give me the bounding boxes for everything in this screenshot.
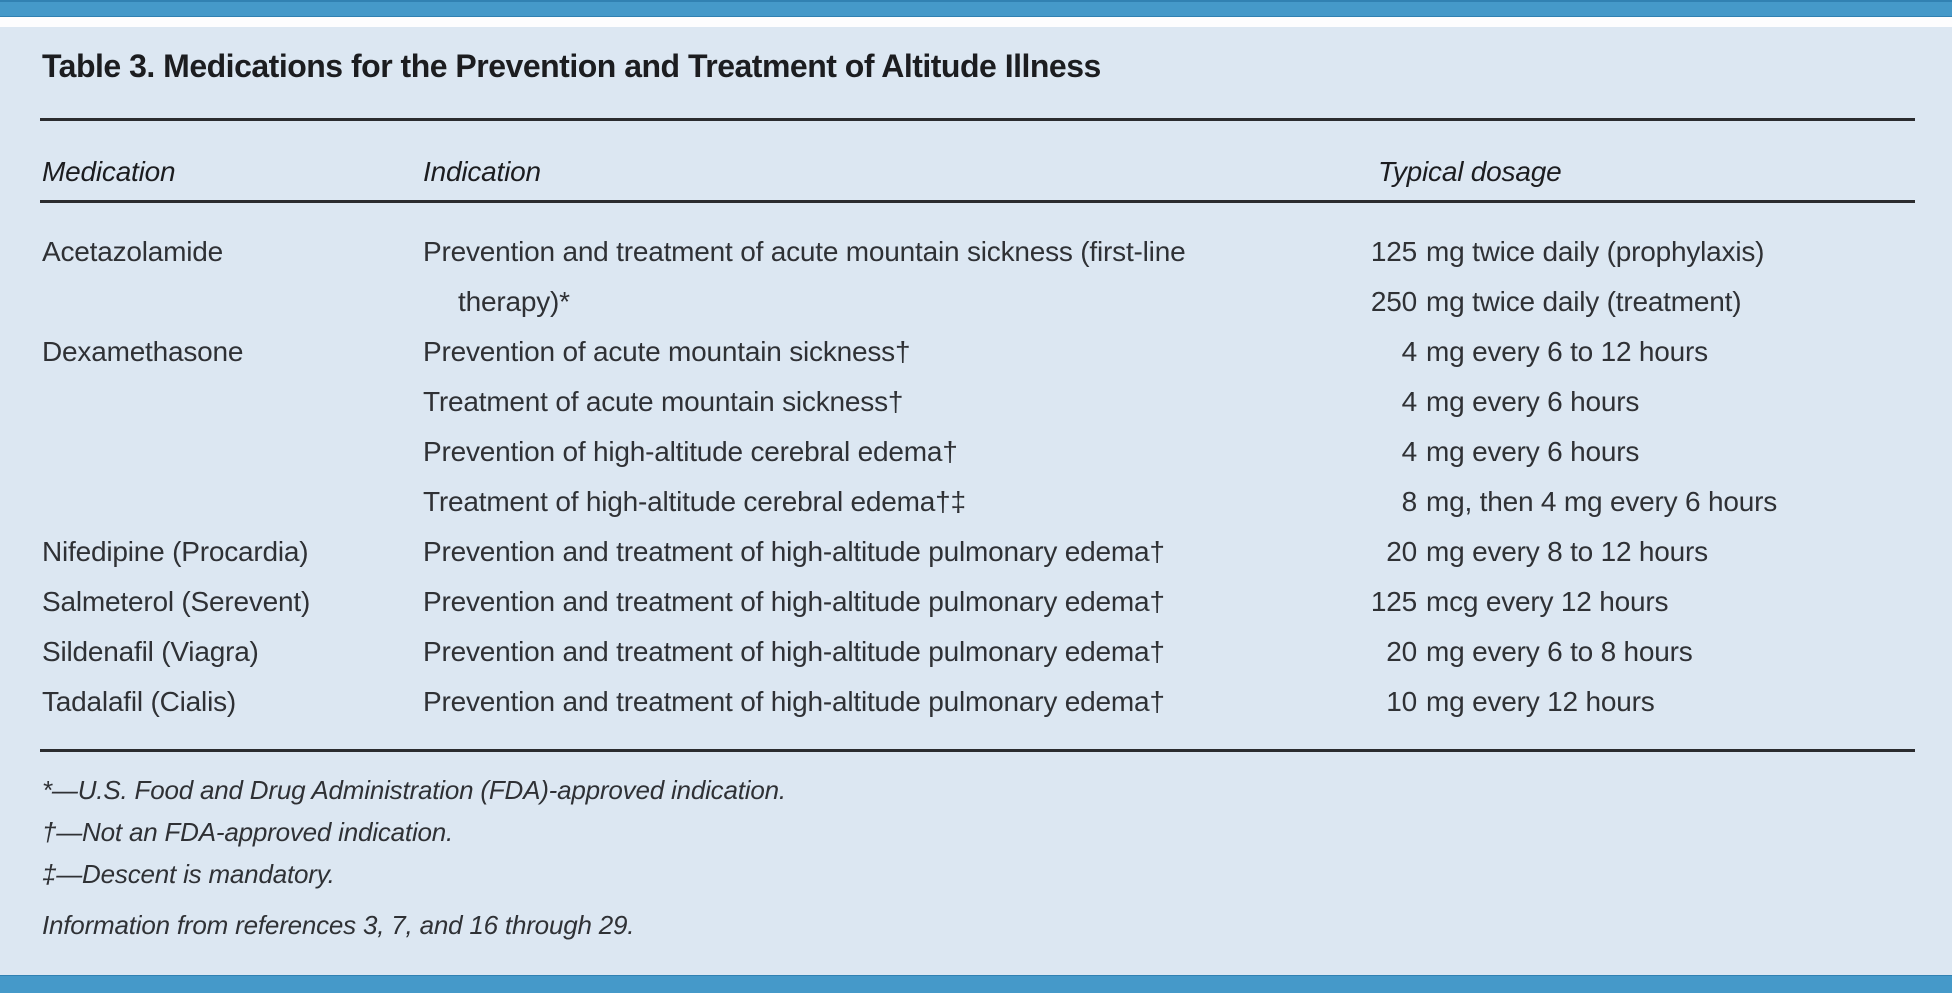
indication-cell: Prevention and treatment of high-altitude pulmonary edema† bbox=[423, 586, 1165, 617]
table-row bbox=[42, 277, 1915, 327]
medication-cell: Tadalafil (Cialis) bbox=[42, 686, 237, 717]
medication-cell bbox=[42, 477, 423, 527]
dose-text: mg every 6 hours bbox=[1426, 386, 1640, 417]
medication-cell: Nifedipine (Procardia) bbox=[42, 536, 309, 567]
dosage-cell bbox=[1352, 227, 1915, 277]
indication-cell: Prevention of acute mountain sickness† bbox=[423, 336, 911, 367]
dosage-cell bbox=[1352, 327, 1915, 377]
dose-amount: 125 bbox=[1370, 236, 1417, 267]
footnotes-block bbox=[42, 769, 1915, 895]
medication-cell: Dexamethasone bbox=[42, 336, 244, 367]
dose-text: mcg every 12 hours bbox=[1426, 586, 1669, 617]
table-row bbox=[42, 677, 1915, 727]
dosage-cell bbox=[1352, 677, 1915, 727]
body-divider bbox=[40, 749, 1915, 752]
dose-amount: 4 bbox=[1401, 386, 1417, 417]
table-row bbox=[42, 327, 1915, 377]
footnote-dagger: †—Not an FDA-approved indication. bbox=[42, 817, 454, 847]
table-row bbox=[42, 227, 1915, 277]
dose-amount: 8 bbox=[1401, 486, 1417, 517]
indication-cell: Prevention and treatment of high-altitude pulmonary edema† bbox=[423, 686, 1165, 717]
medication-cell: Sildenafil (Viagra) bbox=[42, 636, 259, 667]
dosage-cell bbox=[1352, 277, 1915, 327]
medication-cell bbox=[42, 377, 423, 427]
table-row bbox=[42, 527, 1915, 577]
title-divider bbox=[40, 118, 1915, 121]
dose-text: mg every 6 to 8 hours bbox=[1426, 636, 1693, 667]
dose-amount: 250 bbox=[1370, 286, 1417, 317]
dose-amount: 4 bbox=[1401, 436, 1417, 467]
indication-cell: Treatment of high-altitude cerebral edema†‡ bbox=[423, 486, 966, 517]
dose-amount: 4 bbox=[1401, 336, 1417, 367]
table-body bbox=[42, 227, 1915, 727]
indication-cell: Prevention and treatment of high-altitude pulmonary edema† bbox=[423, 636, 1165, 667]
medication-cell bbox=[42, 427, 423, 477]
table-row bbox=[42, 627, 1915, 677]
dose-text: mg, then 4 mg every 6 hours bbox=[1426, 486, 1777, 517]
dose-text: mg every 12 hours bbox=[1426, 686, 1655, 717]
source-note: Information from references 3, 7, and 16 through 29. bbox=[42, 910, 635, 940]
column-header-indication: Indication bbox=[423, 156, 541, 187]
dose-text: mg every 6 to 12 hours bbox=[1426, 336, 1708, 367]
dosage-cell bbox=[1352, 477, 1915, 527]
header-divider bbox=[40, 200, 1915, 203]
column-header-typical-dosage: Typical dosage bbox=[1378, 156, 1562, 187]
dose-amount: 125 bbox=[1370, 586, 1417, 617]
dosage-cell bbox=[1352, 627, 1915, 677]
table-header-row bbox=[42, 147, 1915, 197]
top-accent-bar bbox=[0, 0, 1952, 17]
medication-cell bbox=[42, 277, 423, 327]
dose-amount: 20 bbox=[1386, 636, 1417, 667]
indication-cell: Prevention and treatment of high-altitude pulmonary edema† bbox=[423, 536, 1165, 567]
table-title: Table 3. Medications for the Prevention and Treatment of Altitude Illness bbox=[42, 48, 1101, 84]
table-row bbox=[42, 477, 1915, 527]
dose-amount: 10 bbox=[1386, 686, 1417, 717]
dose-text: mg twice daily (prophylaxis) bbox=[1426, 236, 1765, 267]
table-row bbox=[42, 427, 1915, 477]
table-panel bbox=[0, 27, 1952, 975]
indication-cell: Treatment of acute mountain sickness† bbox=[423, 386, 904, 417]
dose-text: mg twice daily (treatment) bbox=[1426, 286, 1742, 317]
dose-text: mg every 6 hours bbox=[1426, 436, 1640, 467]
dosage-cell bbox=[1352, 577, 1915, 627]
table-row bbox=[42, 577, 1915, 627]
column-header-medication: Medication bbox=[42, 156, 176, 187]
dose-text: mg every 8 to 12 hours bbox=[1426, 536, 1708, 567]
dosage-cell bbox=[1352, 377, 1915, 427]
indication-cell: Prevention of high-altitude cerebral edema† bbox=[423, 436, 958, 467]
dose-amount: 20 bbox=[1386, 536, 1417, 567]
footnote-double-dagger: ‡—Descent is mandatory. bbox=[42, 859, 335, 889]
dosage-cell bbox=[1352, 527, 1915, 577]
medication-cell: Acetazolamide bbox=[42, 236, 224, 267]
medication-cell: Salmeterol (Serevent) bbox=[42, 586, 311, 617]
footnote-asterisk: *—U.S. Food and Drug Administration (FDA)-approved indication. bbox=[42, 775, 786, 805]
dosage-cell bbox=[1352, 427, 1915, 477]
table-row bbox=[42, 377, 1915, 427]
indication-cell-continuation: therapy)* bbox=[458, 286, 570, 317]
indication-cell: Prevention and treatment of acute mountain sickness (first-line bbox=[423, 236, 1186, 267]
bottom-accent-bar bbox=[0, 975, 1952, 993]
